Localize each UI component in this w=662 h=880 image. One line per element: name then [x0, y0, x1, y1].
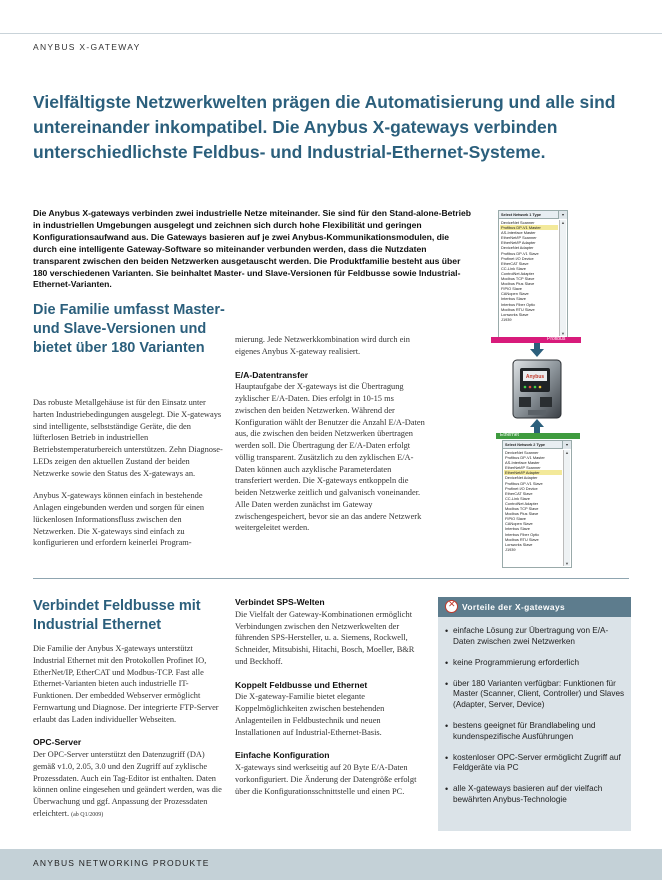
network2-option[interactable]: Lonworks Slave	[505, 541, 533, 547]
profibus-label: Profibus	[547, 336, 566, 342]
network2-option[interactable]: Profinet I/O Device	[505, 485, 538, 491]
fieldbus-heading: Verbindet Feldbusse mit Industrial Ethernet	[33, 598, 201, 633]
arrow-down-icon	[530, 343, 544, 357]
io-transfer-heading: E/A-Datentransfer	[235, 369, 309, 380]
chevron-down-icon: ▾	[558, 211, 567, 219]
network1-option[interactable]: Profibus DP-V1 Master	[500, 225, 558, 230]
network1-option[interactable]: EtherCAT Slave	[501, 260, 529, 266]
header-label: ANYBUS X-GATEWAY	[33, 42, 141, 52]
network2-option[interactable]: Modbus Plus Slave	[505, 511, 539, 517]
network2-option[interactable]: AS-Interface Master	[505, 460, 540, 466]
scrollbar	[559, 220, 566, 336]
network1-option[interactable]: Profibus DP-V1 Slave	[501, 250, 539, 256]
anybus-logo-icon	[445, 600, 458, 613]
network2-option[interactable]: DeviceNet Adapter	[505, 475, 538, 481]
advantages-title-bar	[438, 597, 631, 617]
section-divider	[33, 578, 629, 579]
gateway-device-image	[510, 357, 564, 421]
network2-option[interactable]: Modbus RTU Slave	[505, 536, 539, 542]
network1-option[interactable]: Modbus Plus Slave	[501, 281, 535, 287]
network2-option[interactable]: Profibus DP-V1 Master	[505, 455, 545, 461]
network2-option[interactable]: EtherCAT Slave	[505, 490, 533, 496]
fieldbus-paragraph: Die Familie der Anybus X-gateways unterstützt Industrial Ethernet mit den Protokollen Profinet IO, EtherNet/IP, EtherCAT und Modbus-TCP. Fast alle Ethernet-Varianten bieten auch industrielle IT-Funktionen. Der embedded Webserver ermöglicht Fernwartung und Diagnose. Der integrierte FTP-Server erlaubt das Laden individueller Webseiten.	[33, 644, 219, 724]
network2-option[interactable]: J1939	[505, 546, 516, 552]
family-paragraph: Anybus X-gateways können einfach in bestehende Anlagen eingebunden werden und sorgen für einen lückenlosen Informationsfluss zwischen den Netzwerken. Die X-gateways sind einfach zu konfigurieren und erfordern keinerlei Program-	[33, 491, 205, 548]
network1-option[interactable]: EtherNet/IP Adapter	[501, 240, 536, 246]
network1-option[interactable]: EtherNet/IP Scanner	[501, 235, 537, 241]
footer-label: ANYBUS NETWORKING PRODUKTE	[33, 858, 210, 868]
network2-select-title: Select Network 2 Type	[503, 441, 571, 449]
advantages-list	[446, 626, 626, 816]
network1-option[interactable]: Interbus Slave	[501, 296, 526, 302]
list-item: • bestens geeignet für Brandlabeling und kundenspezifische Ausführungen	[446, 721, 626, 742]
network1-option[interactable]: AS-Interface Master	[501, 230, 536, 236]
headline: Vielfältigste Netzwerkwelten prägen die Automatisierung und alle sind untereinander inkompatibel. Die Anybus X-gateways verbinden unterschiedlichste Feldbus- und Industrial-Ethernet-Systeme.	[33, 92, 616, 162]
fieldbus-column-1	[33, 643, 225, 822]
network2-option[interactable]: Profibus DP-V1 Slave	[505, 480, 543, 486]
network1-option[interactable]: FIPIO Slave	[501, 286, 522, 292]
list-item: • kostenloser OPC-Server ermöglicht Zugriff auf Feldgeräte via PC	[446, 753, 626, 774]
arrow-up-icon	[530, 419, 544, 433]
footer-band	[0, 849, 662, 880]
opc-server-heading: OPC-Server	[33, 737, 82, 748]
advantages-box	[438, 597, 631, 831]
device-brand: Anybus	[525, 374, 545, 380]
network1-select-title: Select Network 1 Type	[499, 211, 567, 219]
network1-option[interactable]: J1939	[501, 316, 512, 322]
network1-options	[500, 220, 558, 336]
network2-option[interactable]: CANopen Slave	[505, 521, 533, 527]
family-heading: Die Familie umfasst Master- und Slave-Versionen und bietet über 180 Varianten	[33, 302, 225, 356]
fieldbus-column-2	[235, 597, 427, 797]
network1-option[interactable]: DeviceNet Adapter	[501, 245, 534, 251]
network1-option[interactable]: Modbus TCP Slave	[501, 276, 535, 282]
network1-option[interactable]: Interbus Fiber Optic	[501, 301, 536, 307]
network2-option[interactable]: Modbus TCP Slave	[505, 506, 539, 512]
list-item: • über 180 Varianten verfügbar: Funktionen für Master (Scanner, Client, Controller) und Slaves (Adapter, Server, Device)	[446, 679, 626, 711]
fieldbus-paragraph: Die Vielfalt der Gateway-Kombinationen ermöglicht Verbindungen zwischen den Netzwerkwelten der führenden SPS-Hersteller, u. a. Siemens, Rockwell, Schneider, Mitsubishi, Hitachi, Bosch, Moeller, B&R und Beckhoff.	[235, 609, 415, 666]
list-item: • einfache Lösung zur Übertragung von E/A-Daten zwischen zwei Netzwerken	[446, 626, 626, 647]
config-heading: Einfache Konfiguration	[235, 750, 330, 761]
network2-option[interactable]: ControlNet Adapter	[505, 500, 539, 506]
network2-option[interactable]: FIPIO Slave	[505, 516, 526, 522]
opc-server-text: Der OPC-Server unterstützt den Datenzugriff (DA) gemäß v1.0, 2.05, 3.0 und den Zugriff auf zyklische Prozessdaten. Auch ein Tag-Editor ist enthalten. Daten können online eingesehen und geändert werden, was die Überwachung und ggf. Anpassung der Prozessdaten erleichtert.	[33, 750, 222, 818]
network2-option[interactable]: Interbus Fiber Optic	[505, 531, 540, 537]
family-paragraph: Hauptaufgabe der X-gateways ist die Übertragung zyklischer E/A-Daten. Dies erfolgt in 10-15 ms zwischen den beiden Netzwerken. Während der Konfiguration wählt der Benutzer die Anzahl E/A-Daten aus, die zwischen den beiden Netzwerken übertragen werden soll. Die Übertragung der E/A-Daten erfolgt völlig transparent. Zusätzlich zu den zyklischen E/A-Daten können auch azyklische Parameterdaten transferiert werden. Die X-gateways entkoppeln die beiden Netzwerke zeitlich und galvanisch voneinander. Alle Daten werden zunächst im Gateway zwischengespeichert, bevor sie an das andere Netzwerk weitergeleitet werden.	[235, 382, 425, 533]
network1-option[interactable]: CANopen Slave	[501, 291, 529, 297]
list-item: • keine Programmierung erforderlich	[446, 658, 626, 669]
fieldbus-paragraph: Die X-gateway-Familie bietet elegante Koppelmöglichkeiten zwischen bestehenden Anlagenteilen in Feldbustechnik und neuen Installationen auf Industrial-Ethernet-Basis.	[235, 692, 385, 737]
network1-option[interactable]: Lonworks Slave	[501, 311, 529, 317]
network1-option[interactable]: Profinet I/O Device	[501, 255, 534, 261]
network2-option[interactable]: CC-Link Slave	[505, 495, 530, 501]
network1-option[interactable]: ControlNet Adapter	[501, 270, 535, 276]
network2-select-list	[502, 440, 572, 568]
fieldbus-paragraph	[33, 749, 225, 822]
network2-options	[504, 450, 562, 566]
intro-paragraph: Die Anybus X-gateways verbinden zwei industrielle Netze miteinander. Sie sind für den Stand-alone-Betrieb in industriellen Umgebungen ausgelegt und zeichnen sich durch hohe Flexibilität und geringen Konfigurationsaufwand aus. Die Gateways basieren auf je zwei Anybus-Kommunikationsmodulen, die durch eine intelligente Gateway-Software so miteinander verbunden werden, dass die Nutzdaten transparent zwischen den beiden Netzwerken ausgetauscht werden. Die Produktfamilie besteht aus über 180 verschiedenen Varianten. Sie beinhaltet Master- und Slave-Versionen für Feldbusse sowie Industrial-Ethernet-Varianten.	[33, 208, 472, 290]
network2-option[interactable]: Interbus Slave	[505, 526, 530, 532]
family-paragraph: Das robuste Metallgehäuse ist für den Einsatz unter harten Industriebedingungen ausgelegt. Die X-gateways sind intelligente, selbstständige Geräte, die den lüfterlosen Betrieb in industriellen Betriebstemperaturbereich unterstützen. Zehn Diagnose-LEDs zeigen den aktuellen Zustand der beiden Netzwerke sowie den Status des X-gateways an.	[33, 398, 223, 478]
network1-option[interactable]: Modbus RTU Slave	[501, 306, 535, 312]
header-rule	[0, 33, 662, 34]
family-column-1	[33, 397, 225, 549]
footnote: (ab Q1/2009)	[71, 811, 104, 818]
coupling-heading: Koppelt Feldbusse und Ethernet	[235, 679, 368, 690]
network1-option[interactable]: CC-Link Slave	[501, 265, 526, 271]
network1-select-list	[498, 210, 568, 338]
ethernet-label: Ethernet	[500, 432, 519, 438]
network2-option[interactable]: DeviceNet Scanner	[505, 450, 539, 455]
advantages-title: Vorteile der X-gateways	[462, 602, 566, 612]
family-column-2	[235, 334, 427, 534]
fieldbus-paragraph: X-gateways sind werkseitig auf 20 Byte E/A-Daten vorkonfiguriert. Die Änderung der Datengröße erfolgt über die Konfigurationsschnittstelle und einen PC.	[235, 763, 417, 796]
network2-option[interactable]: EtherNet/IP Adapter	[504, 470, 562, 475]
network2-option[interactable]: EtherNet/IP Scanner	[505, 465, 541, 471]
family-paragraph: mierung. Jede Netzwerkkombination wird durch ein eigenes Anybus X-gateway realisiert.	[235, 335, 410, 356]
network1-option[interactable]: DeviceNet Scanner	[501, 220, 535, 225]
scrollbar	[563, 450, 570, 566]
plc-worlds-heading: Verbindet SPS-Welten	[235, 597, 325, 607]
list-item: • alle X-gateways basieren auf der vielfach bewährten Anybus-Technologie	[446, 784, 626, 805]
chevron-down-icon: ▾	[562, 441, 571, 449]
